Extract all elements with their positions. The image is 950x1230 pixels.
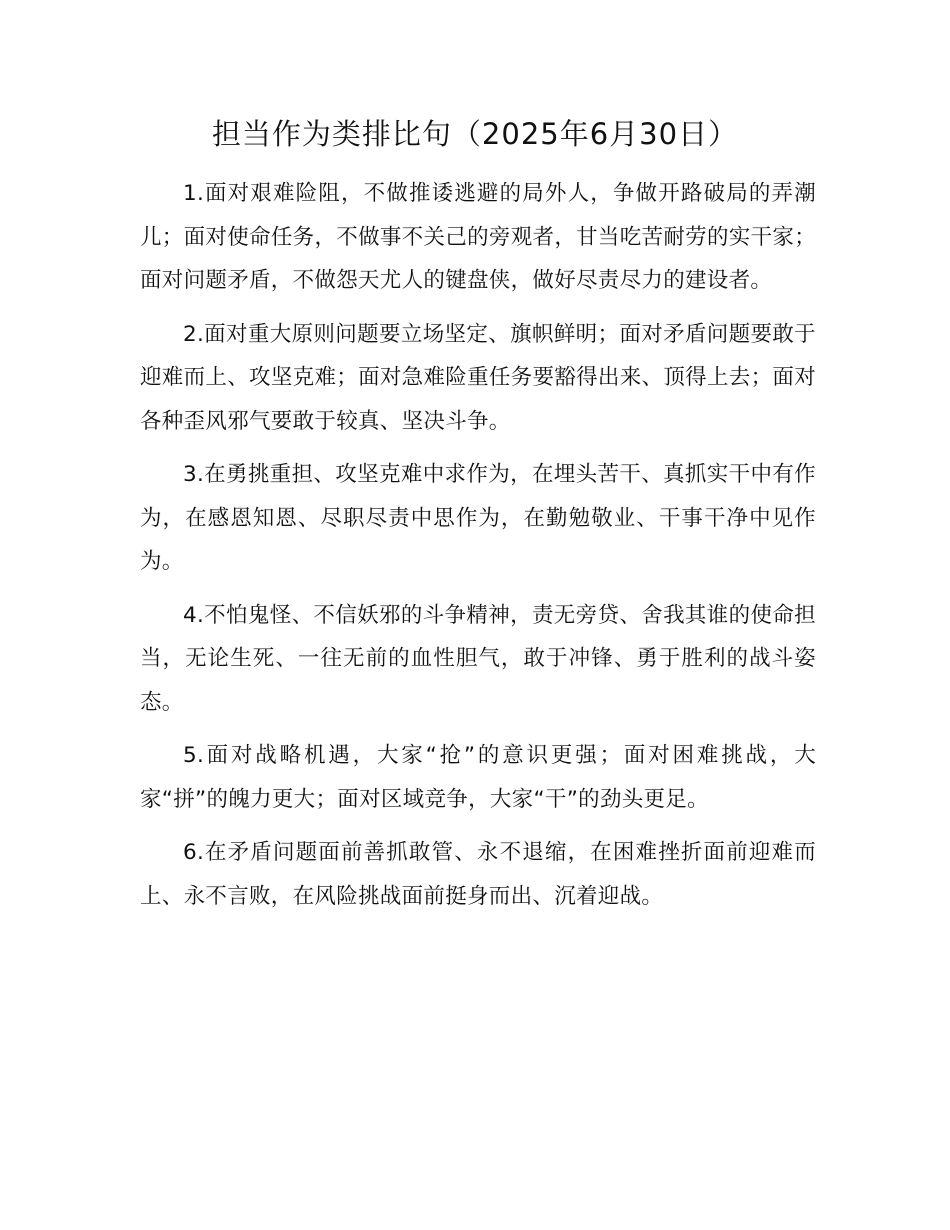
paragraph-4: 4.不怕鬼怪、不信妖邪的斗争精神，责无旁贷、舍我其谁的使命担当，无论生死、一往无前的血性胆气，敢于冲锋、勇于胜利的战斗姿态。	[140, 602, 816, 715]
paragraph-2: 2.面对重大原则问题要立场坚定、旗帜鲜明；面对矛盾问题要敢于迎难而上、攻坚克难；面对急难险重任务要豁得出来、顶得上去；面对各种歪风邪气要敢于较真、坚决斗争。	[140, 321, 816, 434]
paragraph-5: 5.面对战略机遇，大家“抢”的意识更强；面对困难挑战，大家“拼”的魄力更大；面对区域竞争，大家“干”的劲头更足。	[140, 743, 816, 812]
paragraph-1: 1.面对艰难险阻，不做推诿逃避的局外人，争做开路破局的弄潮儿；面对使命任务，不做事不关己的旁观者，甘当吃苦耐劳的实干家；面对问题矛盾，不做怨天尤人的键盘侠，做好尽责尽力的建设者。	[140, 181, 816, 293]
paragraph-6: 6.在矛盾问题面前善抓敢管、永不退缩，在困难挫折面前迎难而上、永不言败，在风险挑战面前挺身而出、沉着迎战。	[140, 840, 816, 909]
document-body	[140, 172, 816, 928]
paragraph-3: 3.在勇挑重担、攻坚克难中求作为，在埋头苦干、真抓实干中有作为，在感恩知恩、尽职尽责中思作为，在勤勉敬业、干事干净中见作为。	[140, 462, 816, 574]
document-title: 担当作为类排比句（2025年6月30日）	[211, 117, 739, 151]
